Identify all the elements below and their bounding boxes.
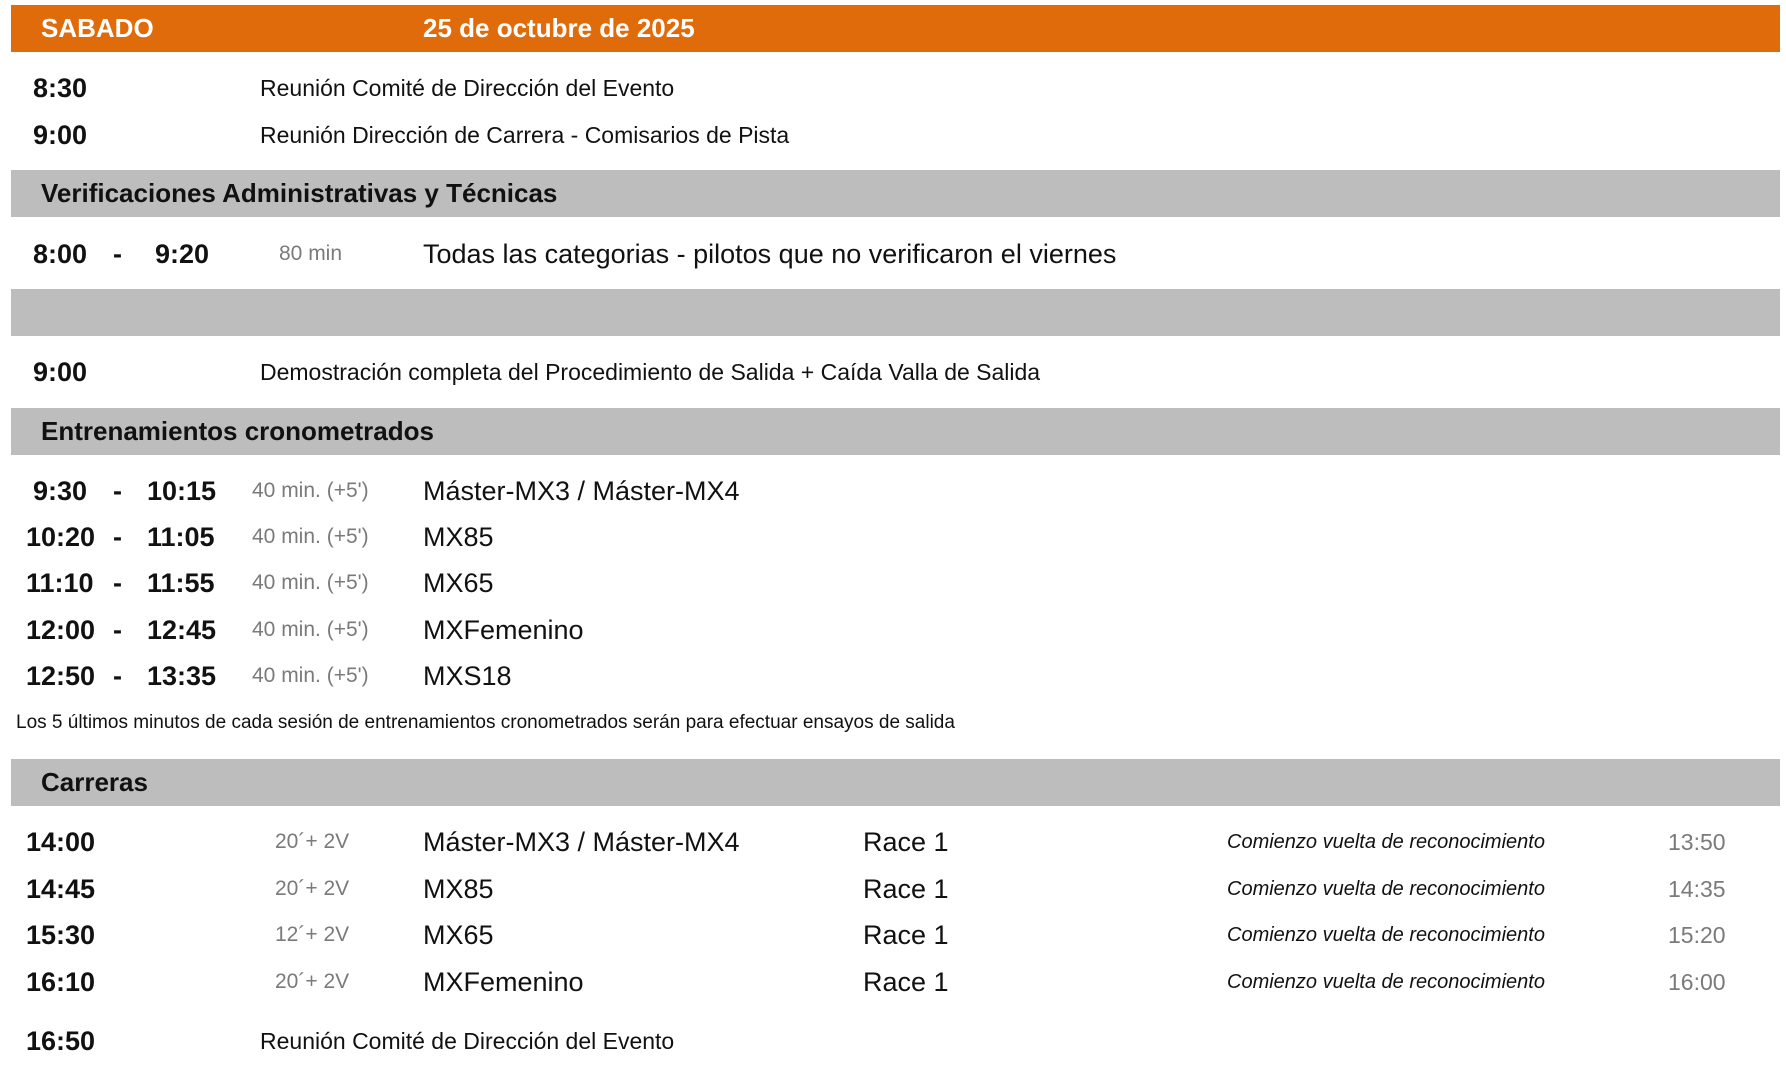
start-time: 9:30 — [33, 476, 88, 506]
opening-desc-2: Reunión Dirección de Carrera - Comisarios de Pista — [260, 122, 790, 148]
time-separator: - — [113, 615, 122, 645]
duration: 12´+ 2V — [275, 923, 350, 946]
recon-label: Comienzo vuelta de reconocimiento — [1227, 924, 1545, 946]
verification-desc: Todas las categorias - pilotos que no verificaron el viernes — [423, 239, 1117, 269]
end-time: 11:55 — [147, 568, 215, 598]
demo-time: 9:00 — [33, 357, 88, 387]
duration: 20´+ 2V — [275, 970, 350, 993]
verifications-title: Verificaciones Administrativas y Técnicas — [41, 178, 558, 208]
end-time: 10:15 — [147, 476, 217, 506]
day-label: SABADO — [41, 13, 154, 43]
race-label: Race 1 — [863, 827, 949, 857]
end-time: 9:20 — [155, 239, 210, 269]
date-label: 25 de octubre de 2025 — [423, 13, 695, 43]
duration: 40 min. (+5') — [252, 571, 369, 594]
recon-label: Comienzo vuelta de reconocimiento — [1227, 971, 1545, 993]
start-time: 8:00 — [33, 239, 88, 269]
race-time: 16:10 — [26, 967, 96, 997]
time-separator: - — [113, 522, 122, 552]
duration: 80 min — [279, 242, 343, 265]
time-separator: - — [113, 661, 122, 691]
race-time: 14:45 — [26, 874, 96, 904]
practice-section-bar — [11, 408, 1780, 455]
start-time: 11:10 — [26, 568, 94, 598]
category: MXFemenino — [423, 615, 584, 645]
time-separator: - — [113, 568, 122, 598]
opening-time-1: 8:30 — [33, 73, 88, 103]
race-time: 14:00 — [26, 827, 96, 857]
day-header-bar — [11, 5, 1780, 52]
start-time: 12:00 — [26, 615, 96, 645]
opening-desc-1: Reunión Comité de Dirección del Evento — [260, 75, 675, 101]
duration: 20´+ 2V — [275, 830, 350, 853]
races-title: Carreras — [41, 767, 148, 797]
recon-time: 15:20 — [1668, 922, 1726, 948]
duration: 40 min. (+5') — [252, 525, 369, 548]
races-section-bar — [11, 759, 1780, 806]
opening-time-2: 9:00 — [33, 120, 88, 150]
closing-desc: Reunión Comité de Dirección del Evento — [260, 1028, 675, 1054]
practice-note: Los 5 últimos minutos de cada sesión de entrenamientos cronometrados serán para efectuar ensayos de salida — [16, 712, 955, 733]
category: MX85 — [423, 522, 494, 552]
recon-label: Comienzo vuelta de reconocimiento — [1227, 878, 1545, 900]
recon-label: Comienzo vuelta de reconocimiento — [1227, 831, 1545, 853]
practice-title: Entrenamientos cronometrados — [41, 416, 434, 446]
duration: 40 min. (+5') — [252, 618, 369, 641]
duration: 40 min. (+5') — [252, 664, 369, 687]
recon-time: 16:00 — [1668, 969, 1726, 995]
category: MX65 — [423, 568, 494, 598]
category: MX85 — [423, 874, 494, 904]
duration: 40 min. (+5') — [252, 479, 369, 502]
recon-time: 13:50 — [1668, 829, 1726, 855]
end-time: 11:05 — [147, 522, 215, 552]
category: Máster-MX3 / Máster-MX4 — [423, 827, 740, 857]
demo-desc: Demostración completa del Procedimiento de Salida + Caída Valla de Salida — [260, 359, 1041, 385]
end-time: 12:45 — [147, 615, 217, 645]
time-separator: - — [113, 239, 122, 269]
time-separator: - — [113, 476, 122, 506]
category: MX65 — [423, 920, 494, 950]
category: Máster-MX3 / Máster-MX4 — [423, 476, 740, 506]
category: MXS18 — [423, 661, 512, 691]
race-label: Race 1 — [863, 920, 949, 950]
empty-section-bar — [11, 289, 1780, 336]
closing-time: 16:50 — [26, 1026, 96, 1056]
duration: 20´+ 2V — [275, 877, 350, 900]
verifications-section-bar — [11, 170, 1780, 217]
race-label: Race 1 — [863, 967, 949, 997]
start-time: 12:50 — [26, 661, 96, 691]
recon-time: 14:35 — [1668, 876, 1726, 902]
race-label: Race 1 — [863, 874, 949, 904]
category: MXFemenino — [423, 967, 584, 997]
end-time: 13:35 — [147, 661, 217, 691]
race-time: 15:30 — [26, 920, 96, 950]
start-time: 10:20 — [26, 522, 96, 552]
